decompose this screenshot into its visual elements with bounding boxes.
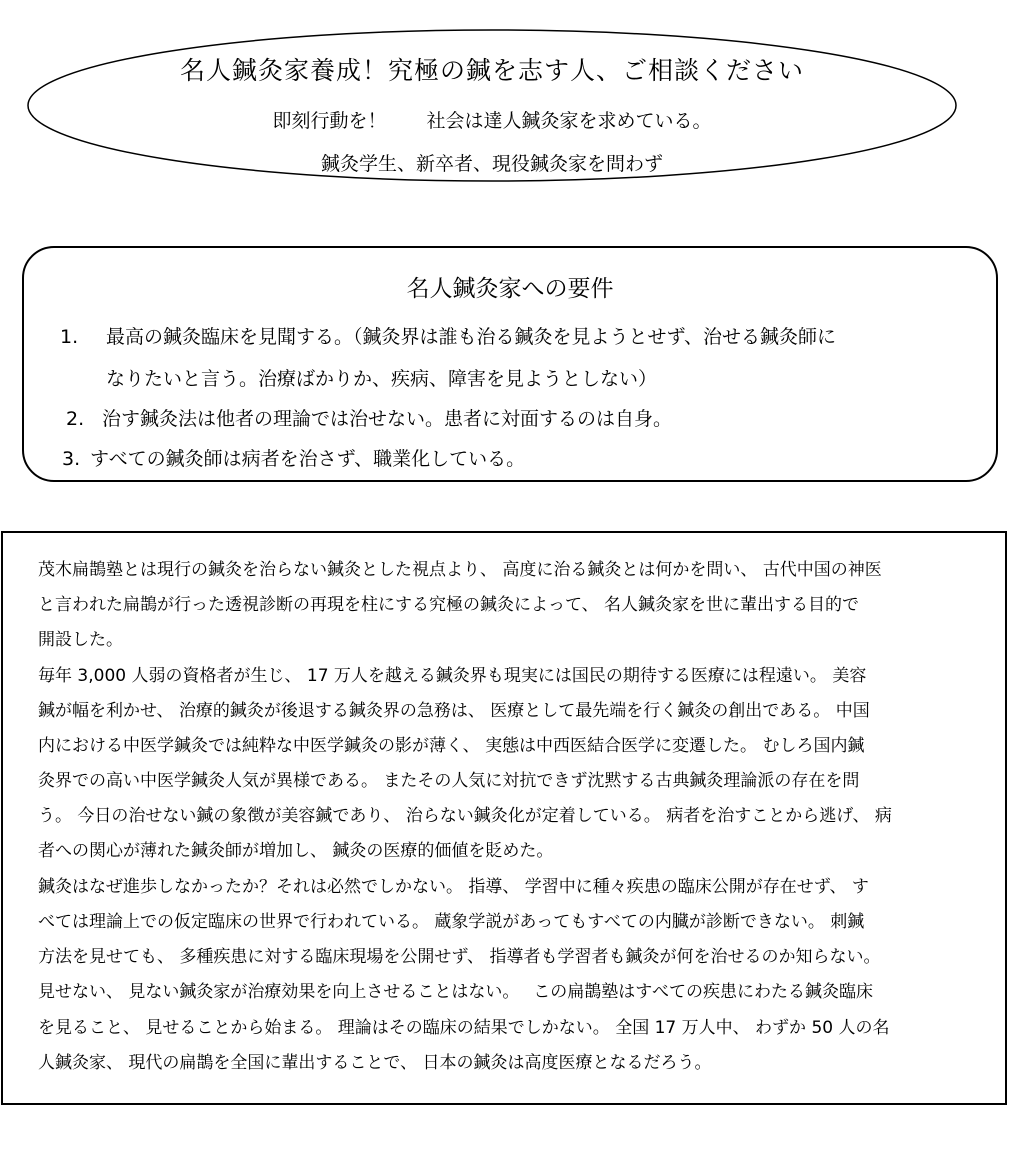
banner-title: 名人鍼灸家養成！究極の鍼を志す人、ご相談ください [179,56,804,85]
essay-line: 鍼灸はなぜ進歩しなかったか？それは必然でしかない。 指導、 学習中に種々疾患の臨床公開が存在せず、 す [38,877,869,897]
requirements-title: 名人鍼灸家への要件 [406,276,614,302]
essay-box [1,531,1007,1105]
requirement-item-3 [62,444,525,471]
essay-line: と言われた扁鵲が行った透視診断の再現を柱にする究極の鍼灸によって、 名人鍼灸家を世に輩出する目的で [38,595,860,615]
essay-line: 人鍼灸家、 現代の扁鵲を全国に輩出することで、 日本の鍼灸は高度医療となるだろう。 [38,1053,712,1073]
essay-line: 内における中医学鍼灸では純粋な中医学鍼灸の影が薄く、 実態は中西医結合医学に変遷した。 むしろ国内鍼 [38,736,865,756]
banner-society-text: 社会は達人鍼灸家を求めている。 [426,110,712,132]
requirement-number: 2. [66,408,85,430]
requirement-text: すべての鍼灸師は病者を治さず、職業化している。 [90,448,526,470]
requirement-number: 3. [62,448,81,470]
requirement-text: 治す鍼灸法は他者の理論では治せない。患者に対面するのは自身。 [102,408,673,430]
essay-line: 方法を見せても、 多種疾患に対する臨床現場を公開せず、 指導者も学習者も鍼灸が何を治せるのか知らない。 [38,947,881,967]
requirement-item-1-continued: なりたいと言う。治療ばかりか、疾病、障害を見ようとしない） [106,368,658,390]
banner-call-to-action: 即刻行動を！ [272,110,387,132]
banner-subtitle [26,106,958,133]
essay-line: 鍼が幅を利かせ、 治療的鍼灸が後退する鍼灸界の急務は、 医療として最先端を行く鍼灸の創出である。 中国 [38,701,870,721]
essay-line: 茂木扁鵲塾とは現行の鍼灸を治らない鍼灸とした視点より、 高度に治る鍼灸とは何かを問い、 古代中国の神医 [38,560,882,580]
requirement-number: 1. [60,326,79,348]
essay-line: 見せない、 見ない鍼灸家が治療効果を向上させることはない。 この扁鵲塾はすべての疾患にわたる鍼灸臨床 [38,982,873,1002]
essay-line: 灸界での高い中医学鍼灸人気が異様である。 またその人気に対抗できず沈黙する古典鍼灸理論派の存在を問 [38,771,860,791]
essay-line: 毎年 3,000 人弱の資格者が生じ、 17 万人を越える鍼灸界も現実には国民の期待する医療には程遠い。 美容 [38,666,867,686]
essay-line: う。 今日の治せない鍼の象徴が美容鍼であり、 治らない鍼灸化が定着している。 病者を治すことから逃げ、 病 [38,806,892,826]
requirement-item-1 [60,322,836,349]
requirements-box [22,246,998,482]
essay-line: を見ること、 見せることから始まる。 理論はその臨床の結果でしかない。 全国 17 万人中、 わずか 50 人の名 [38,1018,890,1038]
oval-banner [26,28,958,183]
requirement-text: 最高の鍼灸臨床を見聞する。（鍼灸界は誰も治る鍼灸を見ようとせず、治せる鍼灸師に [106,326,836,348]
requirement-item-2 [66,404,672,431]
essay-line: べては理論上での仮定臨床の世界で行われている。 蔵象学説があってもすべての内臓が診断できない。 刺鍼 [38,912,865,932]
essay-line: 開設した。 [38,630,123,650]
essay-line: 者への関心が薄れた鍼灸師が増加し、 鍼灸の医療的価値を貶めた。 [38,841,554,861]
banner-target-audience: 鍼灸学生、新卒者、現役鍼灸家を問わず [320,153,663,175]
